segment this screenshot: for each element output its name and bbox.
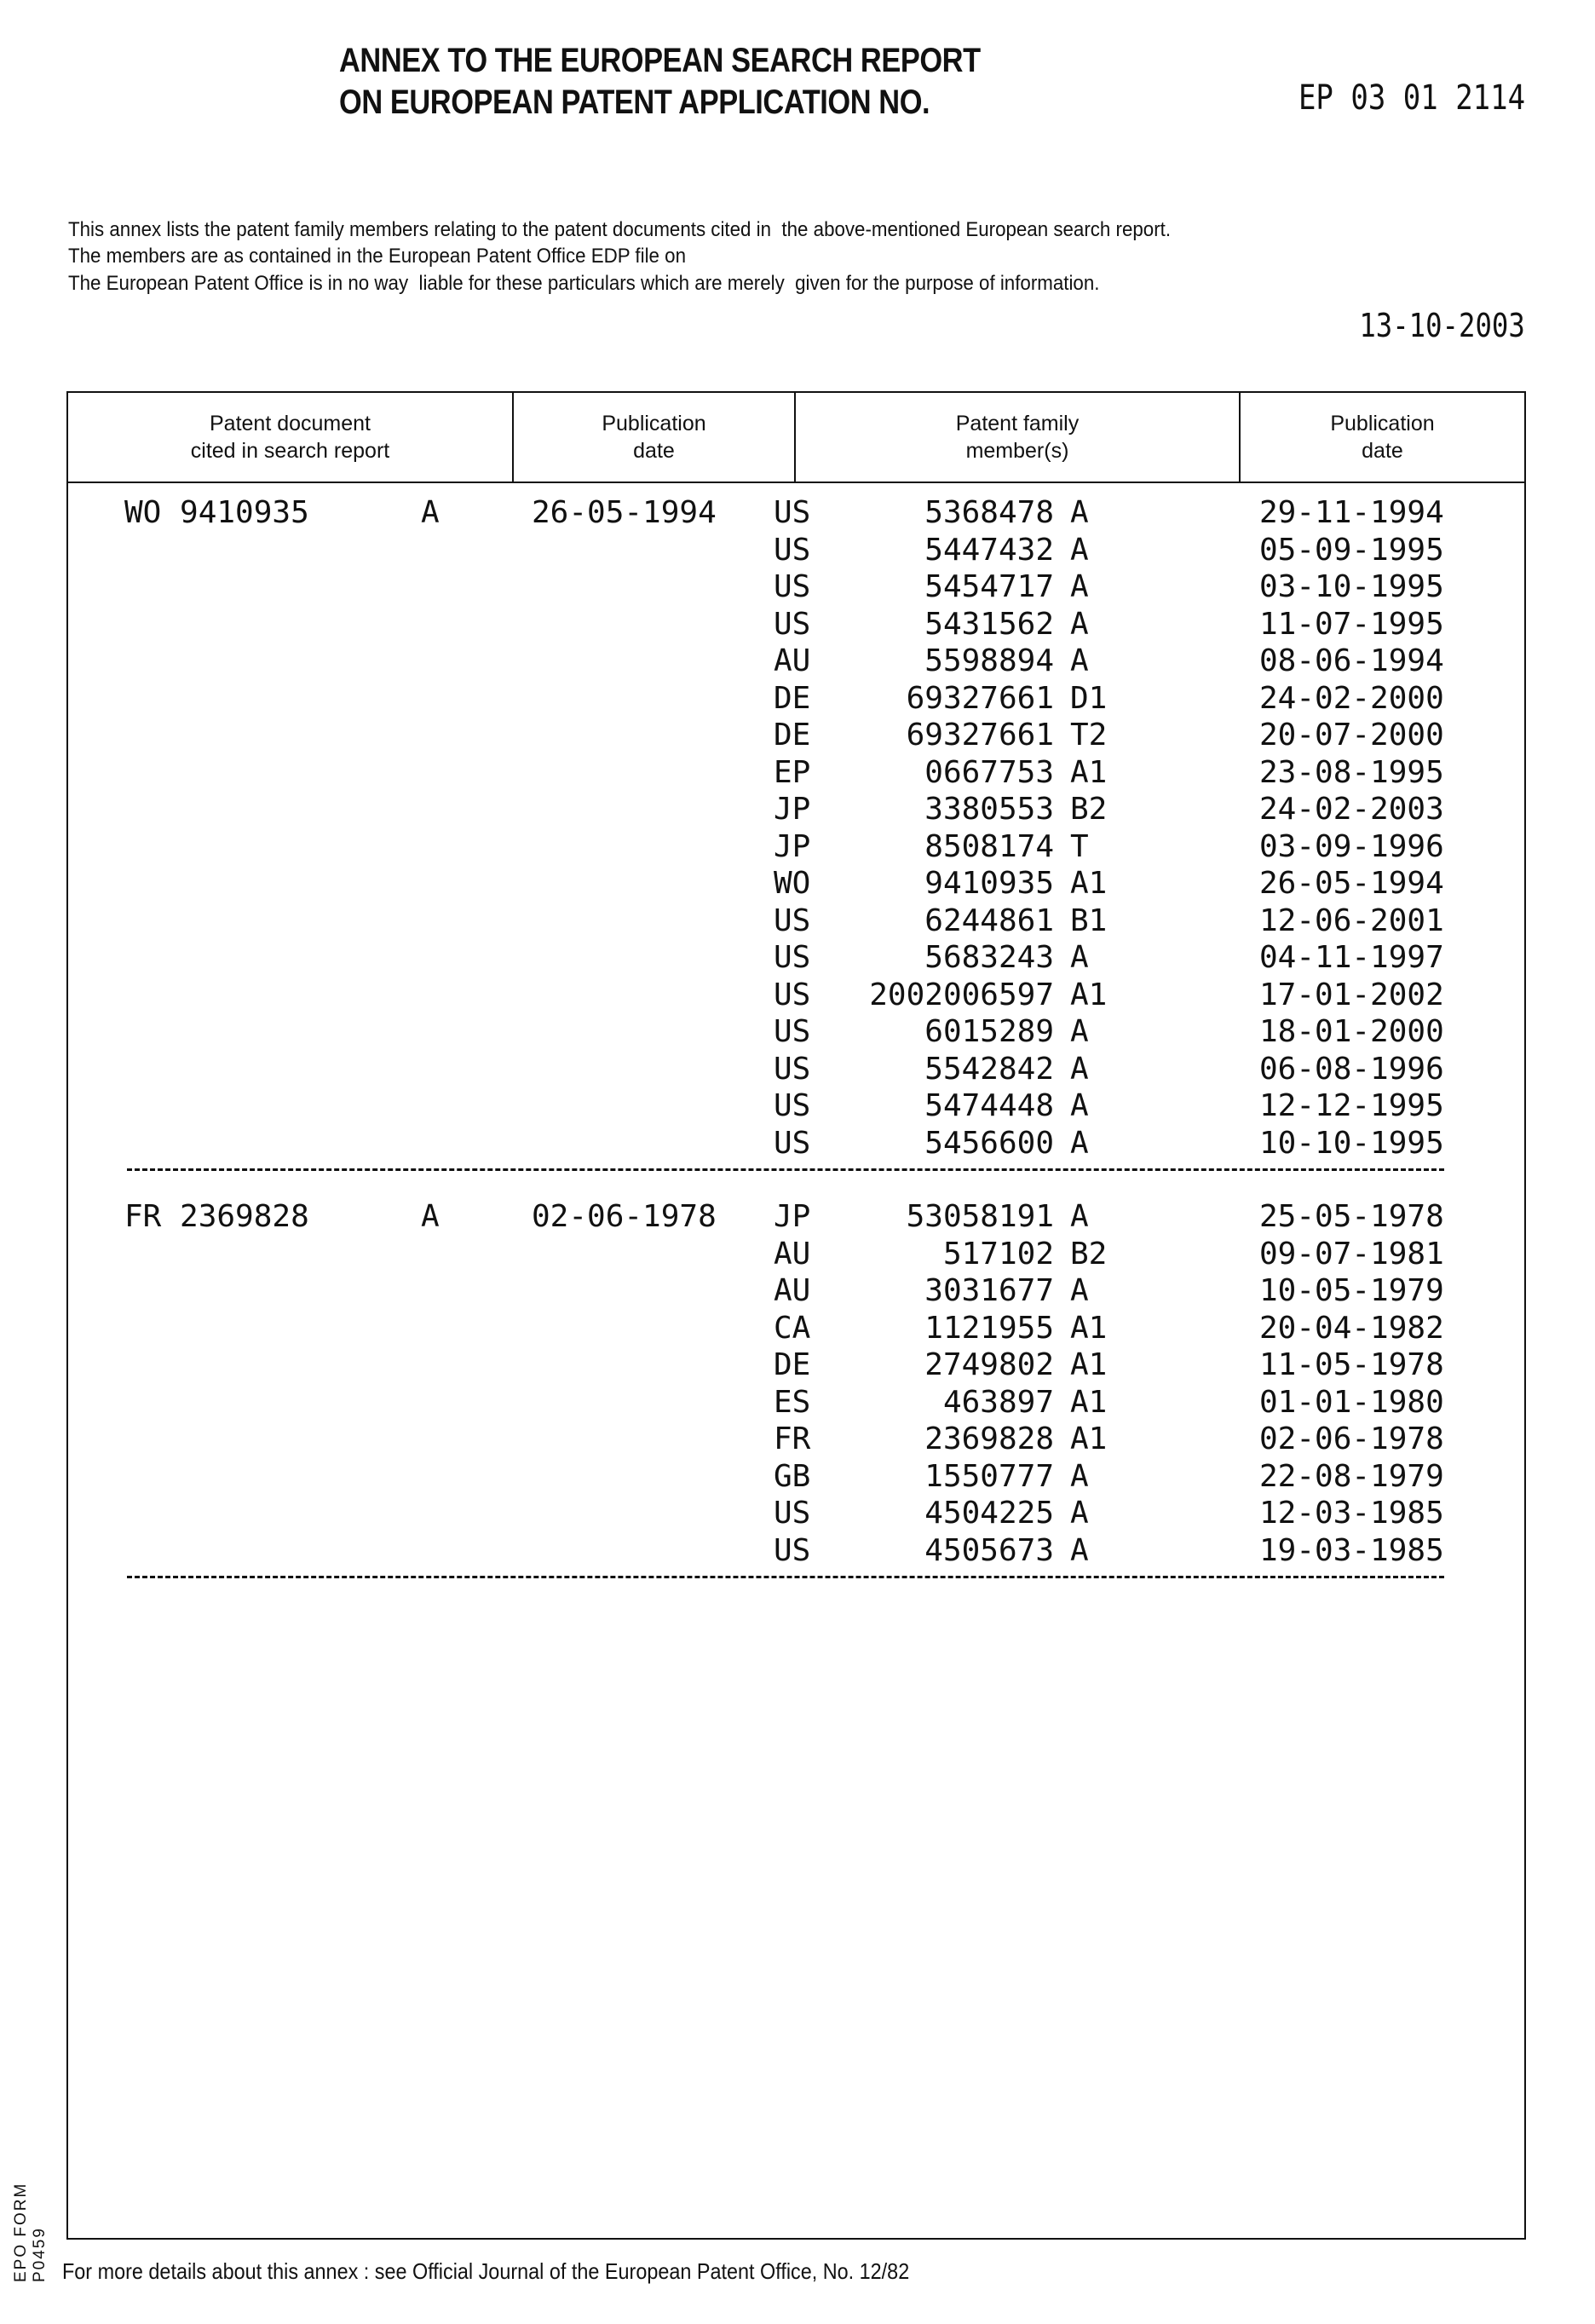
member-kind: A — [1070, 1495, 1089, 1532]
member-country: WO — [774, 865, 810, 902]
member-country: US — [774, 1125, 810, 1162]
member-number: 5542842 — [924, 1051, 1054, 1088]
cited-document: WO 9410935 — [124, 494, 309, 532]
member-number: 5683243 — [924, 939, 1054, 977]
member-number: 4505673 — [924, 1532, 1054, 1570]
member-publication-date: 24-02-2003 — [1259, 791, 1444, 828]
member-kind: T — [1070, 828, 1089, 866]
member-country: US — [774, 1532, 810, 1570]
table-row — [0, 1532, 1595, 1570]
member-kind: A1 — [1070, 1384, 1107, 1422]
member-number: 69327661 — [907, 680, 1054, 718]
table-row — [0, 1125, 1595, 1162]
group-separator — [127, 1576, 1444, 1578]
member-number: 69327661 — [907, 717, 1054, 754]
group-separator — [127, 1168, 1444, 1171]
member-publication-date: 25-05-1978 — [1259, 1198, 1444, 1236]
member-kind: A1 — [1070, 1347, 1107, 1384]
table-row — [0, 1198, 1595, 1236]
member-number: 5447432 — [924, 532, 1054, 569]
intro-line-3: The European Patent Office is in no way liable for these particulars which are merely given for the purpose of information. — [68, 270, 1099, 297]
table-row — [0, 532, 1595, 569]
table-row — [0, 1272, 1595, 1310]
member-publication-date: 04-11-1997 — [1259, 939, 1444, 977]
table-row — [0, 828, 1595, 866]
member-kind: A — [1070, 606, 1089, 643]
table-row — [0, 680, 1595, 718]
table-row — [0, 1013, 1595, 1051]
cited-publication-date: 02-06-1978 — [532, 1198, 717, 1236]
member-number: 1121955 — [924, 1310, 1054, 1347]
member-publication-date: 24-02-2000 — [1259, 680, 1444, 718]
header-publication-date: Publication date — [514, 393, 796, 482]
member-country: US — [774, 1087, 810, 1125]
member-kind: A — [1070, 494, 1089, 532]
form-id: EPO FORM P0459 — [12, 2127, 49, 2282]
member-publication-date: 20-04-1982 — [1259, 1310, 1444, 1347]
member-kind: A — [1070, 1051, 1089, 1088]
member-country: DE — [774, 680, 810, 718]
table-row — [0, 1051, 1595, 1088]
member-number: 3031677 — [924, 1272, 1054, 1310]
cited-publication-date: 26-05-1994 — [532, 494, 717, 532]
member-publication-date: 10-10-1995 — [1259, 1125, 1444, 1162]
table-row — [0, 865, 1595, 902]
member-country: AU — [774, 1272, 810, 1310]
member-publication-date: 11-07-1995 — [1259, 606, 1444, 643]
member-publication-date: 11-05-1978 — [1259, 1347, 1444, 1384]
member-country: US — [774, 1051, 810, 1088]
member-country: CA — [774, 1310, 810, 1347]
member-kind: A — [1070, 1198, 1089, 1236]
table-row — [0, 494, 1595, 532]
table-row — [0, 1310, 1595, 1347]
member-number: 6244861 — [924, 902, 1054, 940]
table-row — [0, 1236, 1595, 1273]
table-row — [0, 643, 1595, 680]
report-title-line1: ANNEX TO THE EUROPEAN SEARCH REPORT — [339, 42, 981, 79]
member-number: 8508174 — [924, 828, 1054, 866]
member-number: 5368478 — [924, 494, 1054, 532]
table-row — [0, 1347, 1595, 1384]
table-row — [0, 1495, 1595, 1532]
cited-document: FR 2369828 — [124, 1198, 309, 1236]
cited-kind: A — [421, 494, 440, 532]
cited-kind: A — [421, 1198, 440, 1236]
header-family-members: Patent family member(s) — [796, 393, 1241, 482]
member-publication-date: 18-01-2000 — [1259, 1013, 1444, 1051]
member-publication-date: 03-10-1995 — [1259, 568, 1444, 606]
member-publication-date: 09-07-1981 — [1259, 1236, 1444, 1273]
member-country: GB — [774, 1458, 810, 1496]
table-row — [0, 977, 1595, 1014]
member-number: 9410935 — [924, 865, 1054, 902]
member-publication-date: 17-01-2002 — [1259, 977, 1444, 1014]
member-kind: A1 — [1070, 865, 1107, 902]
member-country: US — [774, 494, 810, 532]
member-kind: A — [1070, 1125, 1089, 1162]
member-country: US — [774, 1013, 810, 1051]
table-row — [0, 1087, 1595, 1125]
header-cited-document: Patent document cited in search report — [68, 393, 514, 482]
member-publication-date: 12-03-1985 — [1259, 1495, 1444, 1532]
table-row — [0, 1384, 1595, 1422]
member-publication-date: 05-09-1995 — [1259, 532, 1444, 569]
member-publication-date: 29-11-1994 — [1259, 494, 1444, 532]
member-country: AU — [774, 1236, 810, 1273]
member-kind: A — [1070, 532, 1089, 569]
member-number: 5598894 — [924, 643, 1054, 680]
member-publication-date: 02-06-1978 — [1259, 1421, 1444, 1458]
member-kind: A — [1070, 1087, 1089, 1125]
table-row — [0, 939, 1595, 977]
member-number: 4504225 — [924, 1495, 1054, 1532]
member-number: 5474448 — [924, 1087, 1054, 1125]
member-number: 2749802 — [924, 1347, 1054, 1384]
member-country: FR — [774, 1421, 810, 1458]
member-kind: A — [1070, 1532, 1089, 1570]
member-number: 0667753 — [924, 754, 1054, 792]
member-kind: A — [1070, 1013, 1089, 1051]
member-publication-date: 01-01-1980 — [1259, 1384, 1444, 1422]
member-number: 463897 — [943, 1384, 1054, 1422]
member-country: JP — [774, 1198, 810, 1236]
member-country: US — [774, 1495, 810, 1532]
member-country: US — [774, 532, 810, 569]
member-kind: B2 — [1070, 791, 1107, 828]
member-country: US — [774, 568, 810, 606]
table-row — [0, 754, 1595, 792]
member-kind: A — [1070, 643, 1089, 680]
header-member-publication-date: Publication date — [1241, 393, 1524, 482]
member-publication-date: 08-06-1994 — [1259, 643, 1444, 680]
member-number: 6015289 — [924, 1013, 1054, 1051]
member-country: EP — [774, 754, 810, 792]
report-date: 13-10-2003 — [1360, 307, 1525, 344]
table-header — [68, 393, 1524, 483]
member-number: 5456600 — [924, 1125, 1054, 1162]
member-country: JP — [774, 828, 810, 866]
member-number: 5431562 — [924, 606, 1054, 643]
member-number: 517102 — [943, 1236, 1054, 1273]
member-publication-date: 20-07-2000 — [1259, 717, 1444, 754]
application-number: EP 03 01 2114 — [1298, 78, 1525, 118]
member-country: DE — [774, 717, 810, 754]
member-kind: A1 — [1070, 1421, 1107, 1458]
member-number: 2002006597 — [869, 977, 1054, 1014]
member-kind: B2 — [1070, 1236, 1107, 1273]
member-number: 53058191 — [907, 1198, 1054, 1236]
member-publication-date: 19-03-1985 — [1259, 1532, 1444, 1570]
member-publication-date: 26-05-1994 — [1259, 865, 1444, 902]
table-row — [0, 606, 1595, 643]
member-kind: A — [1070, 939, 1089, 977]
member-kind: B1 — [1070, 902, 1107, 940]
member-kind: A — [1070, 1458, 1089, 1496]
table-row — [0, 902, 1595, 940]
member-publication-date: 22-08-1979 — [1259, 1458, 1444, 1496]
member-country: AU — [774, 643, 810, 680]
member-kind: T2 — [1070, 717, 1107, 754]
table-row — [0, 791, 1595, 828]
table-row — [0, 1421, 1595, 1458]
member-kind: A — [1070, 568, 1089, 606]
member-number: 3380553 — [924, 791, 1054, 828]
member-country: US — [774, 977, 810, 1014]
member-number: 5454717 — [924, 568, 1054, 606]
member-publication-date: 23-08-1995 — [1259, 754, 1444, 792]
table-row — [0, 568, 1595, 606]
intro-line-2: The members are as contained in the European Patent Office EDP file on — [68, 243, 686, 269]
member-country: US — [774, 902, 810, 940]
member-kind: A1 — [1070, 977, 1107, 1014]
member-publication-date: 06-08-1996 — [1259, 1051, 1444, 1088]
footer-note: For more details about this annex : see Official Journal of the European Patent Office, No. 12/82 — [62, 2258, 909, 2285]
member-country: ES — [774, 1384, 810, 1422]
member-number: 1550777 — [924, 1458, 1054, 1496]
member-kind: D1 — [1070, 680, 1107, 718]
member-country: DE — [774, 1347, 810, 1384]
member-country: US — [774, 939, 810, 977]
table-row — [0, 1458, 1595, 1496]
member-publication-date: 12-12-1995 — [1259, 1087, 1444, 1125]
intro-line-1: This annex lists the patent family members relating to the patent documents cited in the above-mentioned European search report. — [68, 216, 1171, 243]
member-country: US — [774, 606, 810, 643]
member-number: 2369828 — [924, 1421, 1054, 1458]
member-publication-date: 03-09-1996 — [1259, 828, 1444, 866]
member-kind: A1 — [1070, 754, 1107, 792]
member-kind: A1 — [1070, 1310, 1107, 1347]
member-country: JP — [774, 791, 810, 828]
member-publication-date: 10-05-1979 — [1259, 1272, 1444, 1310]
table-row — [0, 717, 1595, 754]
report-title-line2: ON EUROPEAN PATENT APPLICATION NO. — [339, 84, 930, 121]
member-kind: A — [1070, 1272, 1089, 1310]
member-publication-date: 12-06-2001 — [1259, 902, 1444, 940]
